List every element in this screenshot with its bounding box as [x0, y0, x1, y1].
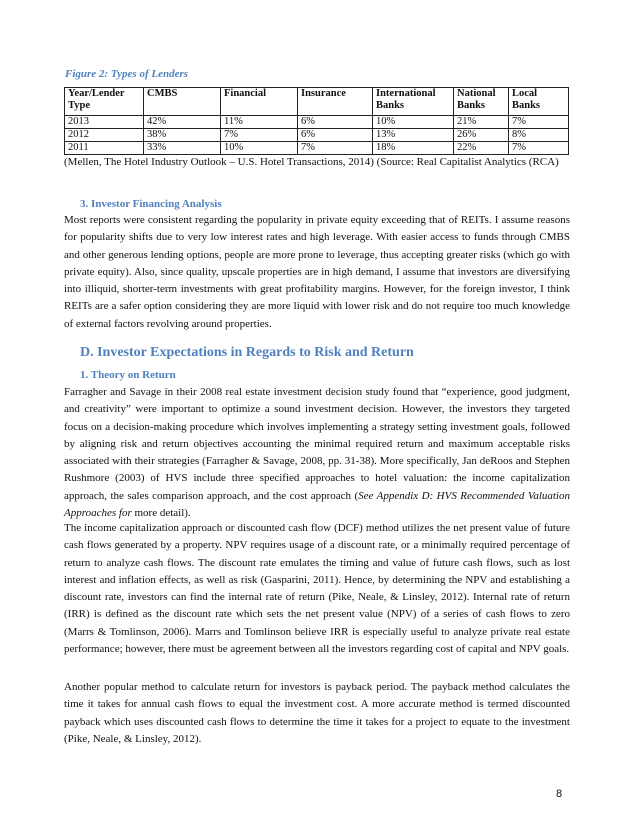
- paragraph-theory: [64, 384, 570, 522]
- table-cell: 8%: [509, 129, 569, 142]
- table-cell: 21%: [454, 116, 509, 129]
- paragraph-theory-end: more detail).: [131, 507, 191, 520]
- table-cell: 6%: [298, 116, 373, 129]
- table-cell: 10%: [373, 116, 454, 129]
- table-cell: 22%: [454, 142, 509, 155]
- table-row: [65, 116, 569, 129]
- figure-caption: Figure 2: Types of Lenders: [65, 68, 189, 80]
- header-cell: Insurance: [298, 88, 373, 116]
- table-cell: 6%: [298, 129, 373, 142]
- table-cell: 10%: [221, 142, 298, 155]
- paragraph-theory-text: Farragher and Savage in their 2008 real estate investment decision study found that “experience, good judgment, and creativity” were important to optimize a sound investment decision. However, the investors they targeted focus on a decision-making procedure which involves implementing a strategy setting investment goals, followed by aligning risk and return objectives accounting the minimal required return and maximum acceptable risks associated with their strategies (Farragher & Savage, 2008, pp. 31-38). More specifically, Jan deRoos and Stephen Rushmore (2003) of HVS include three specified approaches to hotel valuation: the income capitalization approach, the sales comparison approach, and the cost approach (: [64, 386, 570, 502]
- appendix-reference: See Appendix D: HVS Recommended Valuation Approaches for: [64, 489, 570, 520]
- header-cell: CMBS: [144, 88, 221, 116]
- table-cell: 2012: [65, 129, 144, 142]
- table-cell: 42%: [144, 116, 221, 129]
- table-cell: 33%: [144, 142, 221, 155]
- page-number: 8: [556, 788, 563, 800]
- paragraph-financing: Most reports were consistent regarding the popularity in private equity exceeding that of REITs. I assume reasons for popularity shifts due to very low interest rates and high leverage. With easier access to funds through CMBS and other generous lending options, people are more prone to leverage, thus accepting greater risks (which go with private equity). Also, since quality, upscale properties are in high demand, I assume that investors are diversifying into illiquid, shorter-term investments with great profitability margins. However, for the foreign investor, I think REITs are a safer option considering they are more liquid with lower risk and do not require too much knowledge of external factors revolving around properties.: [64, 214, 570, 330]
- header-cell: Local Banks: [509, 88, 569, 116]
- table-header-row: [65, 88, 569, 116]
- table-row: [65, 129, 569, 142]
- lenders-table: [64, 87, 569, 155]
- table-cell: 7%: [509, 142, 569, 155]
- subheading-financing: 3. Investor Financing Analysis: [80, 198, 222, 210]
- paragraph-dcf: The income capitalization approach or discounted cash flow (DCF) method utilizes the net present value of future cash flows generated by a property. NPV requires usage of a discount rate, or a minimally required percentage of return to analyze cash flows. The discount rate emulates the timing and value of future cash flows, such as lost interest and inflation effects, as well as risk (Gasparini, 2011). Hence, by determining the NPV and establishing a discount rate, investors can find the internal rate of return (Pike, Neale, & Linsley, 2012). Internal rate of return (IRR) is defined as the discount rate which sets the net present value (NPV) of a series of cash flows to zero (Marrs & Tomlinson, 2006). Marrs and Tomlinson believe IRR is especially useful to analyze private real estate performance; however, there must be agreement between all the investors regarding cost of capital and NPV goals.: [64, 522, 570, 656]
- header-cell: Financial: [221, 88, 298, 116]
- table-cell: 7%: [221, 129, 298, 142]
- table-row: [65, 142, 569, 155]
- table-cell: 18%: [373, 142, 454, 155]
- header-cell: International Banks: [373, 88, 454, 116]
- subheading-theory: 1. Theory on Return: [80, 369, 176, 381]
- paragraph-payback: Another popular method to calculate return for investors is payback period. The payback method calculates the time it takes for annual cash flows to equal the investment cost. A more accurate method is termed discounted payback which uses discounted cash flows to determine the time it takes for a project to equate to the investment (Pike, Neale, & Linsley, 2012).: [64, 681, 570, 745]
- table-cell: 26%: [454, 129, 509, 142]
- table-cell: 2013: [65, 116, 144, 129]
- header-cell: National Banks: [454, 88, 509, 116]
- source-note: (Mellen, The Hotel Industry Outlook – U.S. Hotel Transactions, 2014) (Source: Real Capitalist Analytics (RCA): [64, 156, 559, 168]
- table-cell: 38%: [144, 129, 221, 142]
- table-cell: 7%: [298, 142, 373, 155]
- table-cell: 11%: [221, 116, 298, 129]
- header-cell: Year/Lender Type: [65, 88, 144, 116]
- table-cell: 2011: [65, 142, 144, 155]
- table-cell: 7%: [509, 116, 569, 129]
- table-cell: 13%: [373, 129, 454, 142]
- section-heading: D. Investor Expectations in Regards to Risk and Return: [80, 345, 414, 360]
